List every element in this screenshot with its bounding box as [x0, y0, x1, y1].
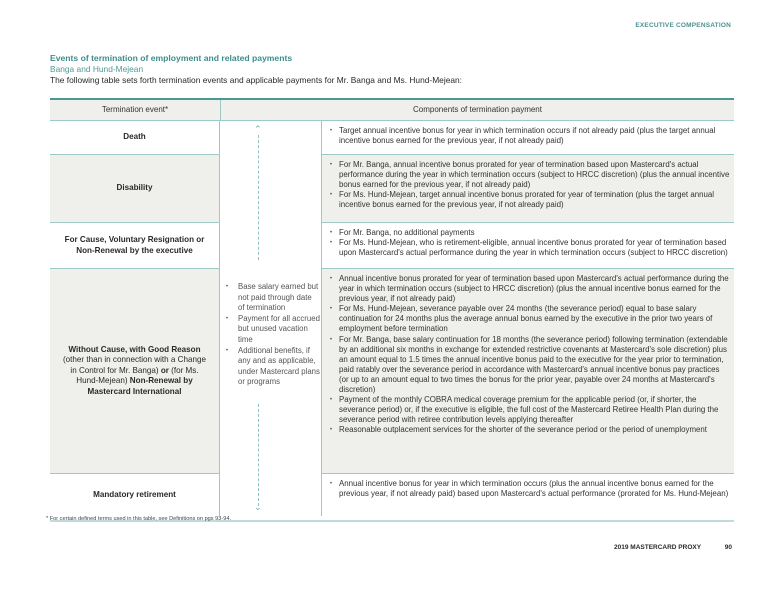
footnote: * For certain defined terms used in this table, see Definitions on pgs 93-94.	[46, 516, 232, 522]
event-cell	[50, 121, 220, 154]
event-label: For Cause, Voluntary Resignation or Non-Renewal by the executive	[64, 235, 205, 255]
title-block	[50, 53, 740, 86]
termination-table	[50, 98, 734, 522]
common-components-list	[226, 282, 320, 388]
component-item: • Target annual incentive bonus for year in which termination occurs if not already paid (plus the target annual incentive bonus earned for the previous year, if not already paid)	[330, 126, 730, 146]
components-cell	[322, 121, 734, 154]
common-component-item: • Base salary earned but not paid through date of termination	[226, 282, 320, 314]
arrow-up-icon: ⌃	[254, 124, 262, 134]
event-label: Mandatory retirement	[93, 489, 176, 499]
arrow-down-icon: ⌄	[254, 502, 262, 512]
section-title: Events of termination of employment and related payments	[50, 53, 293, 63]
event-cell	[50, 154, 220, 222]
dashed-connector	[258, 135, 259, 260]
component-item: • Reasonable outplacement services for the shorter of the severance period or the period of unemployment	[330, 425, 730, 435]
page-footer	[614, 544, 732, 551]
component-item: • For Mr. Banga, base salary continuation for 18 months (the severance period) following termination (extendable by an additional six months in exchange for extended restrictive covenants at Mastercard's sole discretion) plus an amount equal to 1.5 times the annual incentive bonus paid to the executive for the year prior to termination, paid ratably over the severance period in accordance with Mastercard's annual incentive bonus pay practices (or up to an amount equal to two times the bonus for the prior year, payable over 24 months at Mastercard's discretion)	[330, 335, 730, 396]
table-row	[50, 121, 734, 154]
components-cell	[322, 473, 734, 516]
document-name: 2019 MASTERCARD PROXY	[614, 544, 701, 551]
section-label: EXECUTIVE COMPENSATION	[635, 22, 731, 29]
component-item: • For Ms. Hund-Mejean, who is retirement-eligible, annual incentive bonus prorated for year of termination based upon Mastercard's actual performance during the year in which termination occurs (subject to HRCC discretion)	[330, 238, 730, 258]
common-component-item: • Payment for all accrued but unused vacation time	[226, 314, 320, 346]
component-item: • Annual incentive bonus prorated for year of termination based upon Mastercard's actual performance during the year in which termination occurs (subject to HRCC discretion) (plus the annual incentive bonus earned for the previous year, if not already paid)	[330, 274, 730, 304]
table-body	[50, 121, 734, 516]
components-cell	[322, 222, 734, 268]
event-cell	[50, 222, 220, 268]
component-item: • For Mr. Banga, no additional payments	[330, 228, 730, 238]
page-number: 90	[724, 544, 732, 551]
components-cell	[322, 268, 734, 473]
components-cell	[322, 154, 734, 222]
event-cell	[50, 473, 220, 516]
intro-text: The following table sets forth termination events and applicable payments for Mr. Banga and Ms. Hund-Mejean:	[50, 75, 462, 85]
event-label: Without Cause, with Good Reason (other than in connection with a Change in Control for Mr. Banga) or (for Ms. Hund-Mejean) Non-Renewal by Mastercard International	[62, 344, 207, 396]
table-header-row	[50, 100, 734, 121]
table-row	[50, 268, 734, 473]
table-row	[50, 222, 734, 268]
component-item: • Payment of the monthly COBRA medical coverage premium for the applicable period (or, if shorter, the severance period) or, if the executive is eligible, the full cost of the Mastercard Retiree Health Plan during the severance period with retiree contribution levels applying thereafter	[330, 395, 730, 425]
event-cell	[50, 268, 220, 473]
dashed-connector	[258, 404, 259, 506]
common-component-item: • Additional benefits, if any and as applicable, under Mastercard plans or programs	[226, 346, 320, 388]
event-label: Disability	[116, 183, 153, 193]
header-termination-event: Termination event*	[50, 100, 221, 120]
component-item: • Annual incentive bonus for year in which termination occurs (plus the annual incentive bonus earned for the previous year, if not already paid) based upon Mastercard's actual performance (prorated for Ms. Hund-Mejean)	[330, 479, 730, 499]
header-components: Components of termination payment	[413, 105, 542, 114]
component-item: • For Ms. Hund-Mejean, severance payable over 24 months (the severance period) equal to base salary continuation for 24 months plus the average annual bonus earned by the executive in the prior two years of employment before termination	[330, 304, 730, 334]
component-item: • For Mr. Banga, annual incentive bonus prorated for year of termination based upon Mastercard's actual performance during the year in which termination occurs (subject to HRCC discretion) (plus the annual incentive bonus earned for the previous year, if not already paid)	[330, 160, 730, 190]
table-row	[50, 473, 734, 516]
table-row	[50, 154, 734, 222]
component-item: • For Ms. Hund-Mejean, target annual incentive bonus prorated for year of termination (plus the target annual incentive bonus earned for the previous year, if not already paid)	[330, 190, 730, 210]
event-label: Death	[123, 132, 146, 142]
common-components-column	[220, 121, 322, 516]
section-subtitle: Banga and Hund-Mejean	[50, 64, 144, 74]
